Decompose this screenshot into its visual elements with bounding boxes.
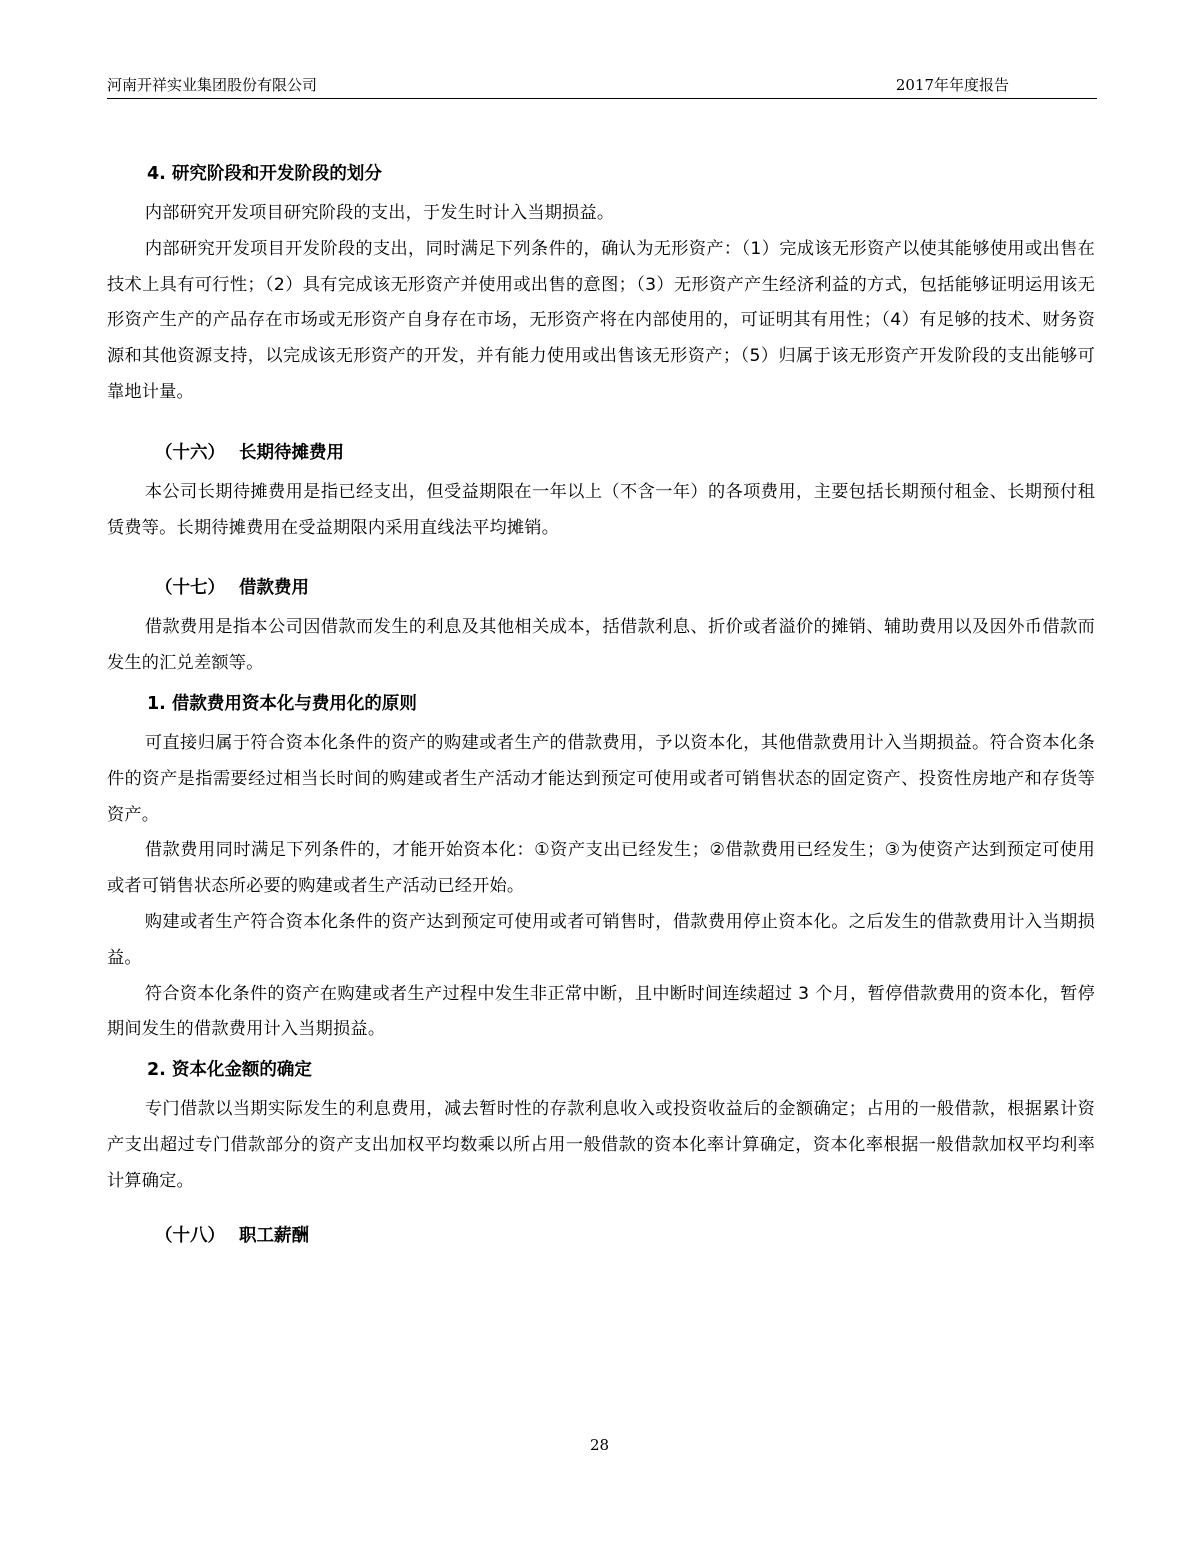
- section-number: （十七）: [155, 578, 225, 599]
- paragraph: 内部研究开发项目开发阶段的支出，同时满足下列条件的，确认为无形资产：（1）完成该无形资产以使其能够使用或出售在技术上具有可行性；（2）具有完成该无形资产并使用或出售的意图；（3）无形资产产生经济利益的方式，包括能够证明运用该无形资产生产的产品存在市场或无形资产自身存在市场，无形资产将在内部使用的，可证明其有用性；（4）有足够的技术、财务资源和其他资源支持，以完成该无形资产的开发，并有能力使用或出售该无形资产；（5）归属于该无形资产开发阶段的支出能够可靠地计量。: [107, 238, 1095, 402]
- page-number: 28: [589, 1436, 610, 1454]
- heading-research-development: 4. 研究阶段和开发阶段的划分: [147, 164, 382, 184]
- heading-capitalization-principle: 1. 借款费用资本化与费用化的原则: [147, 693, 417, 714]
- report-title: 2017年年度报告: [895, 76, 1009, 94]
- section-number: （十八）: [155, 1225, 225, 1246]
- paragraph: 专门借款以当期实际发生的利息费用，减去暂时性的存款利息收入或投资收益后的金额确定；占用的一般借款，根据累计资产支出超过专门借款部分的资产支出加权平均数乘以所占用一般借款的资本化率计算确定，资本化率根据一般借款加权平均利率计算确定。: [107, 1099, 1095, 1191]
- heading-long-term-deferred-expenses: [107, 431, 1095, 475]
- section-title: 借款费用: [239, 578, 309, 599]
- section-title: 长期待摊费用: [239, 442, 344, 463]
- page-header: [107, 70, 1097, 99]
- paragraph: 符合资本化条件的资产在购建或者生产过程中发生非正常中断，且中断时间连续超过 3 个月，暂停借款费用的资本化，暂停期间发生的借款费用计入当期损益。: [107, 983, 1095, 1040]
- section-title: 职工薪酬: [239, 1225, 309, 1246]
- paragraph: 可直接归属于符合资本化条件的资产的购建或者生产的借款费用，予以资本化，其他借款费用计入当期损益。符合资本化条件的资产是指需要经过相当长时间的购建或者生产活动才能达到预定可使用或者可销售状态的固定资产、投资性房地产和存货等资产。: [107, 732, 1095, 825]
- company-name: 河南开祥实业集团股份有限公司: [107, 76, 318, 94]
- paragraph: 内部研究开发项目研究阶段的支出，于发生时计入当期损益。: [144, 203, 615, 223]
- heading-capitalization-amount: 2. 资本化金额的确定: [147, 1060, 312, 1081]
- heading-employee-compensation: [107, 1214, 1095, 1258]
- paragraph: 购建或者生产符合资本化条件的资产达到预定可使用或者可销售时，借款费用停止资本化。之后发生的借款费用计入当期损益。: [107, 911, 1095, 968]
- paragraph: 借款费用同时满足下列条件的，才能开始资本化：①资产支出已经发生；②借款费用已经发生；③为使资产达到预定可使用或者可销售状态所必要的购建或者生产活动已经开始。: [107, 840, 1095, 897]
- heading-borrowing-costs: [107, 566, 1095, 610]
- paragraph: 本公司长期待摊费用是指已经支出，但受益期限在一年以上（不含一年）的各项费用，主要包括长期预付租金、长期预付租赁费等。长期待摊费用在受益期限内采用直线法平均摊销。: [107, 481, 1095, 538]
- paragraph: 借款费用是指本公司因借款而发生的利息及其他相关成本，括借款利息、折价或者溢价的摊销、辅助费用以及因外币借款而发生的汇兑差额等。: [107, 617, 1095, 674]
- document-body: [107, 152, 1095, 1258]
- section-number: （十六）: [155, 442, 225, 463]
